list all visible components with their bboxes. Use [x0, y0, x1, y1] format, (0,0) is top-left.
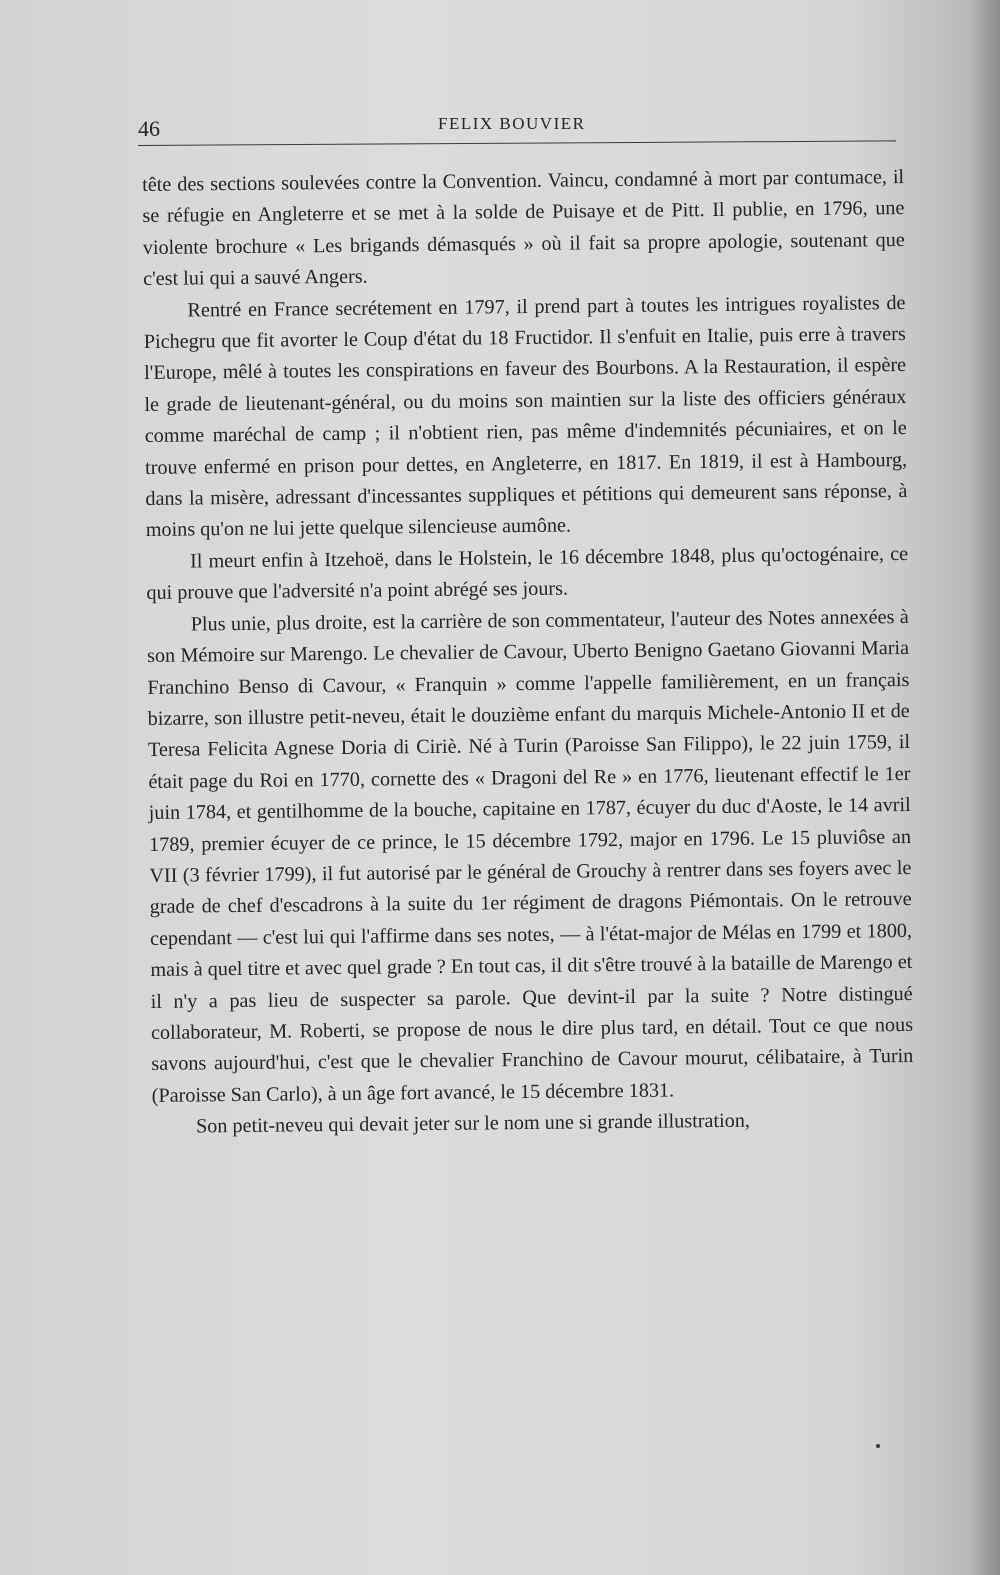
- paragraph: tête des sections soulevées contre la Convention. Vaincu, condamné à mort par contumace, il se réfugie en Angleterre et se met à la solde de Puisaye et de Pitt. Il publie, en 1796, une violente brochure « Les brigands démasqués » où il fait sa propre apologie, soutenant que c'est lui qui a sauvé Angers.: [142, 166, 905, 291]
- paragraph: Son petit-neveu qui devait jeter sur le nom une si grande illustration,: [195, 1109, 751, 1138]
- body-text: [142, 162, 914, 1144]
- running-title: FELIX BOUVIER: [438, 114, 586, 133]
- paragraph: Plus unie, plus droite, est la carrière de son commentateur, l'auteur des Notes annexées à son Mémoire sur Marengo. Le chevalier de Cavour, Uberto Benigno Gaetano Giovanni Maria Franchino Benso di Cavour, « Franquin » comme l'appelle familièrement, en un français bizarre, son illustre petit-neveu, était le douzième enfant du marquis Michele-Antonio II et de Teresa Felicita Agnese Doria di Ciriè. Né à Turin (Paroisse San Filippo), le 22 juin 1759, il était page du Roi en 1770, cornette des « Dragoni del Re » en 1776, lieutenant effectif le 1er juin 1784, et gentilhomme de la bouche, capitaine en 1787, écuyer du duc d'Aoste, le 14 avril 1789, premier écuyer de ce prince, le 15 décembre 1792, major en 1796. Le 15 pluviôse an VII (3 février 1799), il fut autorisé par le général de Grouchy à rentrer dans ses foyers avec le grade de chef d'escadrons à la suite du 1er régiment de dragons Piémontais. On le retrouve cependant — c'est lui qui l'affirme dans ses notes, — à l'état-major de Mélas en 1799 et 1800, mais à quel titre et avec quel grade ? En tout cas, il dit s'être trouvé à la bataille de Marengo et il n'y a pas lieu de suspecter sa parole. Que devint-il par la suite ? Notre distingué collaborateur, M. Roberti, se propose de nous le dire plus tard, en détail. Tout ce que nous savons aujourd'hui, c'est que le chevalier Franchino de Cavour mourut, célibataire, à Turin (Paroisse San Carlo), à un âge fort avancé, le 15 décembre 1831.: [146, 605, 914, 1107]
- page-number: 46: [138, 116, 160, 141]
- ink-speck: [876, 1444, 880, 1448]
- paragraph: Il meurt enfin à Itzehoë, dans le Holstein, le 16 décembre 1848, plus qu'octogénaire, ce qui prouve que l'adversité n'a point abrégé ses jours.: [146, 542, 909, 605]
- paragraph: Rentré en France secrétement en 1797, il prend part à toutes les intrigues royalistes de Pichegru que fit avorter le Coup d'état du 18 Fructidor. Il s'enfuit en Italie, puis erre à travers l'Europe, mêlé à toutes les conspirations en faveur des Bourbons. A la Restauration, il espère le grade de lieutenant-général, ou du moins son maintien sur la liste des officiers généraux comme maréchal de camp ; il n'obtient rien, pas même d'indemnités pécuniaires, et on le trouve enfermé en prison pour dettes, en Angleterre, en 1817. En 1819, il est à Hambourg, dans la misère, adressant d'incessantes suppliques et pétitions qui demeurent sans réponse, à moins qu'on ne lui jette quelque silencieuse aumône.: [143, 291, 908, 542]
- running-header: [138, 112, 898, 142]
